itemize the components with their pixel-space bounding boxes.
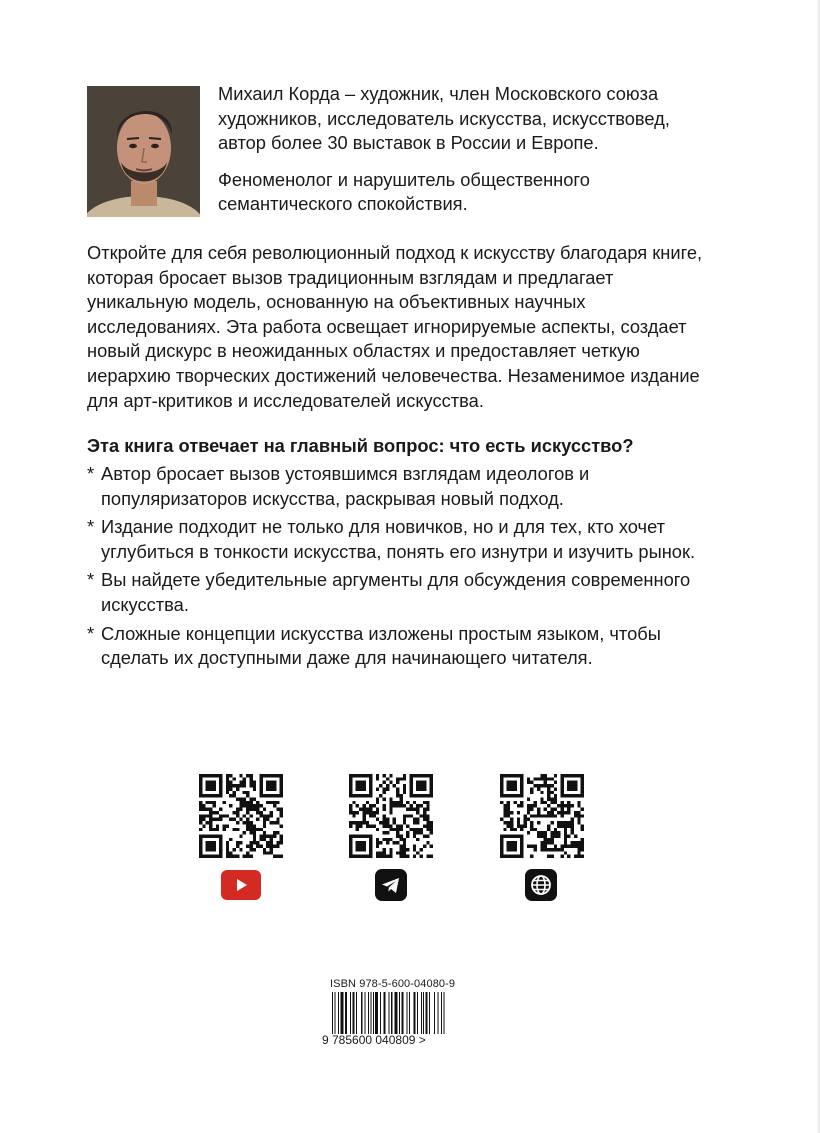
website-qr-code[interactable] bbox=[500, 774, 584, 858]
bullet-marker: * bbox=[87, 516, 95, 538]
list-item bbox=[87, 462, 707, 511]
telegram-qr-code[interactable] bbox=[349, 774, 433, 858]
section-heading: Эта книга отвечает на главный вопрос: что есть искусство? bbox=[87, 435, 634, 456]
author-bio bbox=[218, 82, 708, 229]
bullet-list bbox=[87, 462, 707, 675]
telegram-link[interactable] bbox=[371, 869, 411, 901]
telegram-icon bbox=[375, 869, 407, 901]
bio-paragraph: Михаил Корда – художник, член Московского союза художников, исследователь искусства, искусствовед, автор более 30 выставок в России и Европе. bbox=[218, 83, 670, 153]
youtube-qr-code[interactable] bbox=[199, 774, 283, 858]
barcode-digits: 9 785600 040809 > bbox=[322, 1033, 426, 1047]
bullet-marker: * bbox=[87, 463, 95, 484]
author-photo bbox=[87, 86, 200, 217]
list-item-text: Сложные концепции искусства изложены простым языком, чтобы сделать их доступными даже для начинающего читателя. bbox=[101, 622, 661, 669]
youtube-icon bbox=[221, 870, 261, 900]
list-item-text: Вы найдете убедительные аргументы для обсуждения современного искусства. bbox=[101, 569, 691, 615]
description-text: Откройте для себя революционный подход к искусству благодаря книге, которая бросает вызов традиционным взглядам и предлагает уникальную модель, основанную на объективных научных исследованиях. Эта работа освещает игнорируемые аспекты, создает новый дискурс в неожиданных областях и предоставляет четкую иерархию творческих достижений человечества. Незаменимое издание для арт-критиков и исследователей искусства. bbox=[87, 242, 703, 411]
list-item-text: Автор бросает вызов устоявшимся взглядам идеологов и популяризаторов искусства, раскрывая новый подход. bbox=[101, 463, 590, 509]
list-item bbox=[87, 515, 707, 564]
list-item bbox=[87, 622, 707, 671]
list-item bbox=[87, 568, 707, 617]
book-description bbox=[87, 241, 707, 413]
isbn-label: ISBN 978-5-600-04080-9 bbox=[330, 978, 456, 990]
barcode bbox=[332, 992, 456, 1034]
bullet-marker: * bbox=[87, 569, 95, 591]
bio-paragraph: Феноменолог и нарушитель общественного семантического спокойствия. bbox=[218, 168, 590, 214]
website-link[interactable] bbox=[521, 869, 561, 901]
bullet-marker: * bbox=[87, 622, 95, 644]
list-item-text: Издание подходит не только для новичков, но и для тех, кто хочет углубиться в тонкости искусства, понять его изнутри и изучить рынок. bbox=[101, 516, 696, 562]
youtube-link[interactable] bbox=[221, 869, 261, 901]
globe-icon bbox=[525, 869, 557, 901]
page-edge bbox=[816, 0, 820, 1133]
